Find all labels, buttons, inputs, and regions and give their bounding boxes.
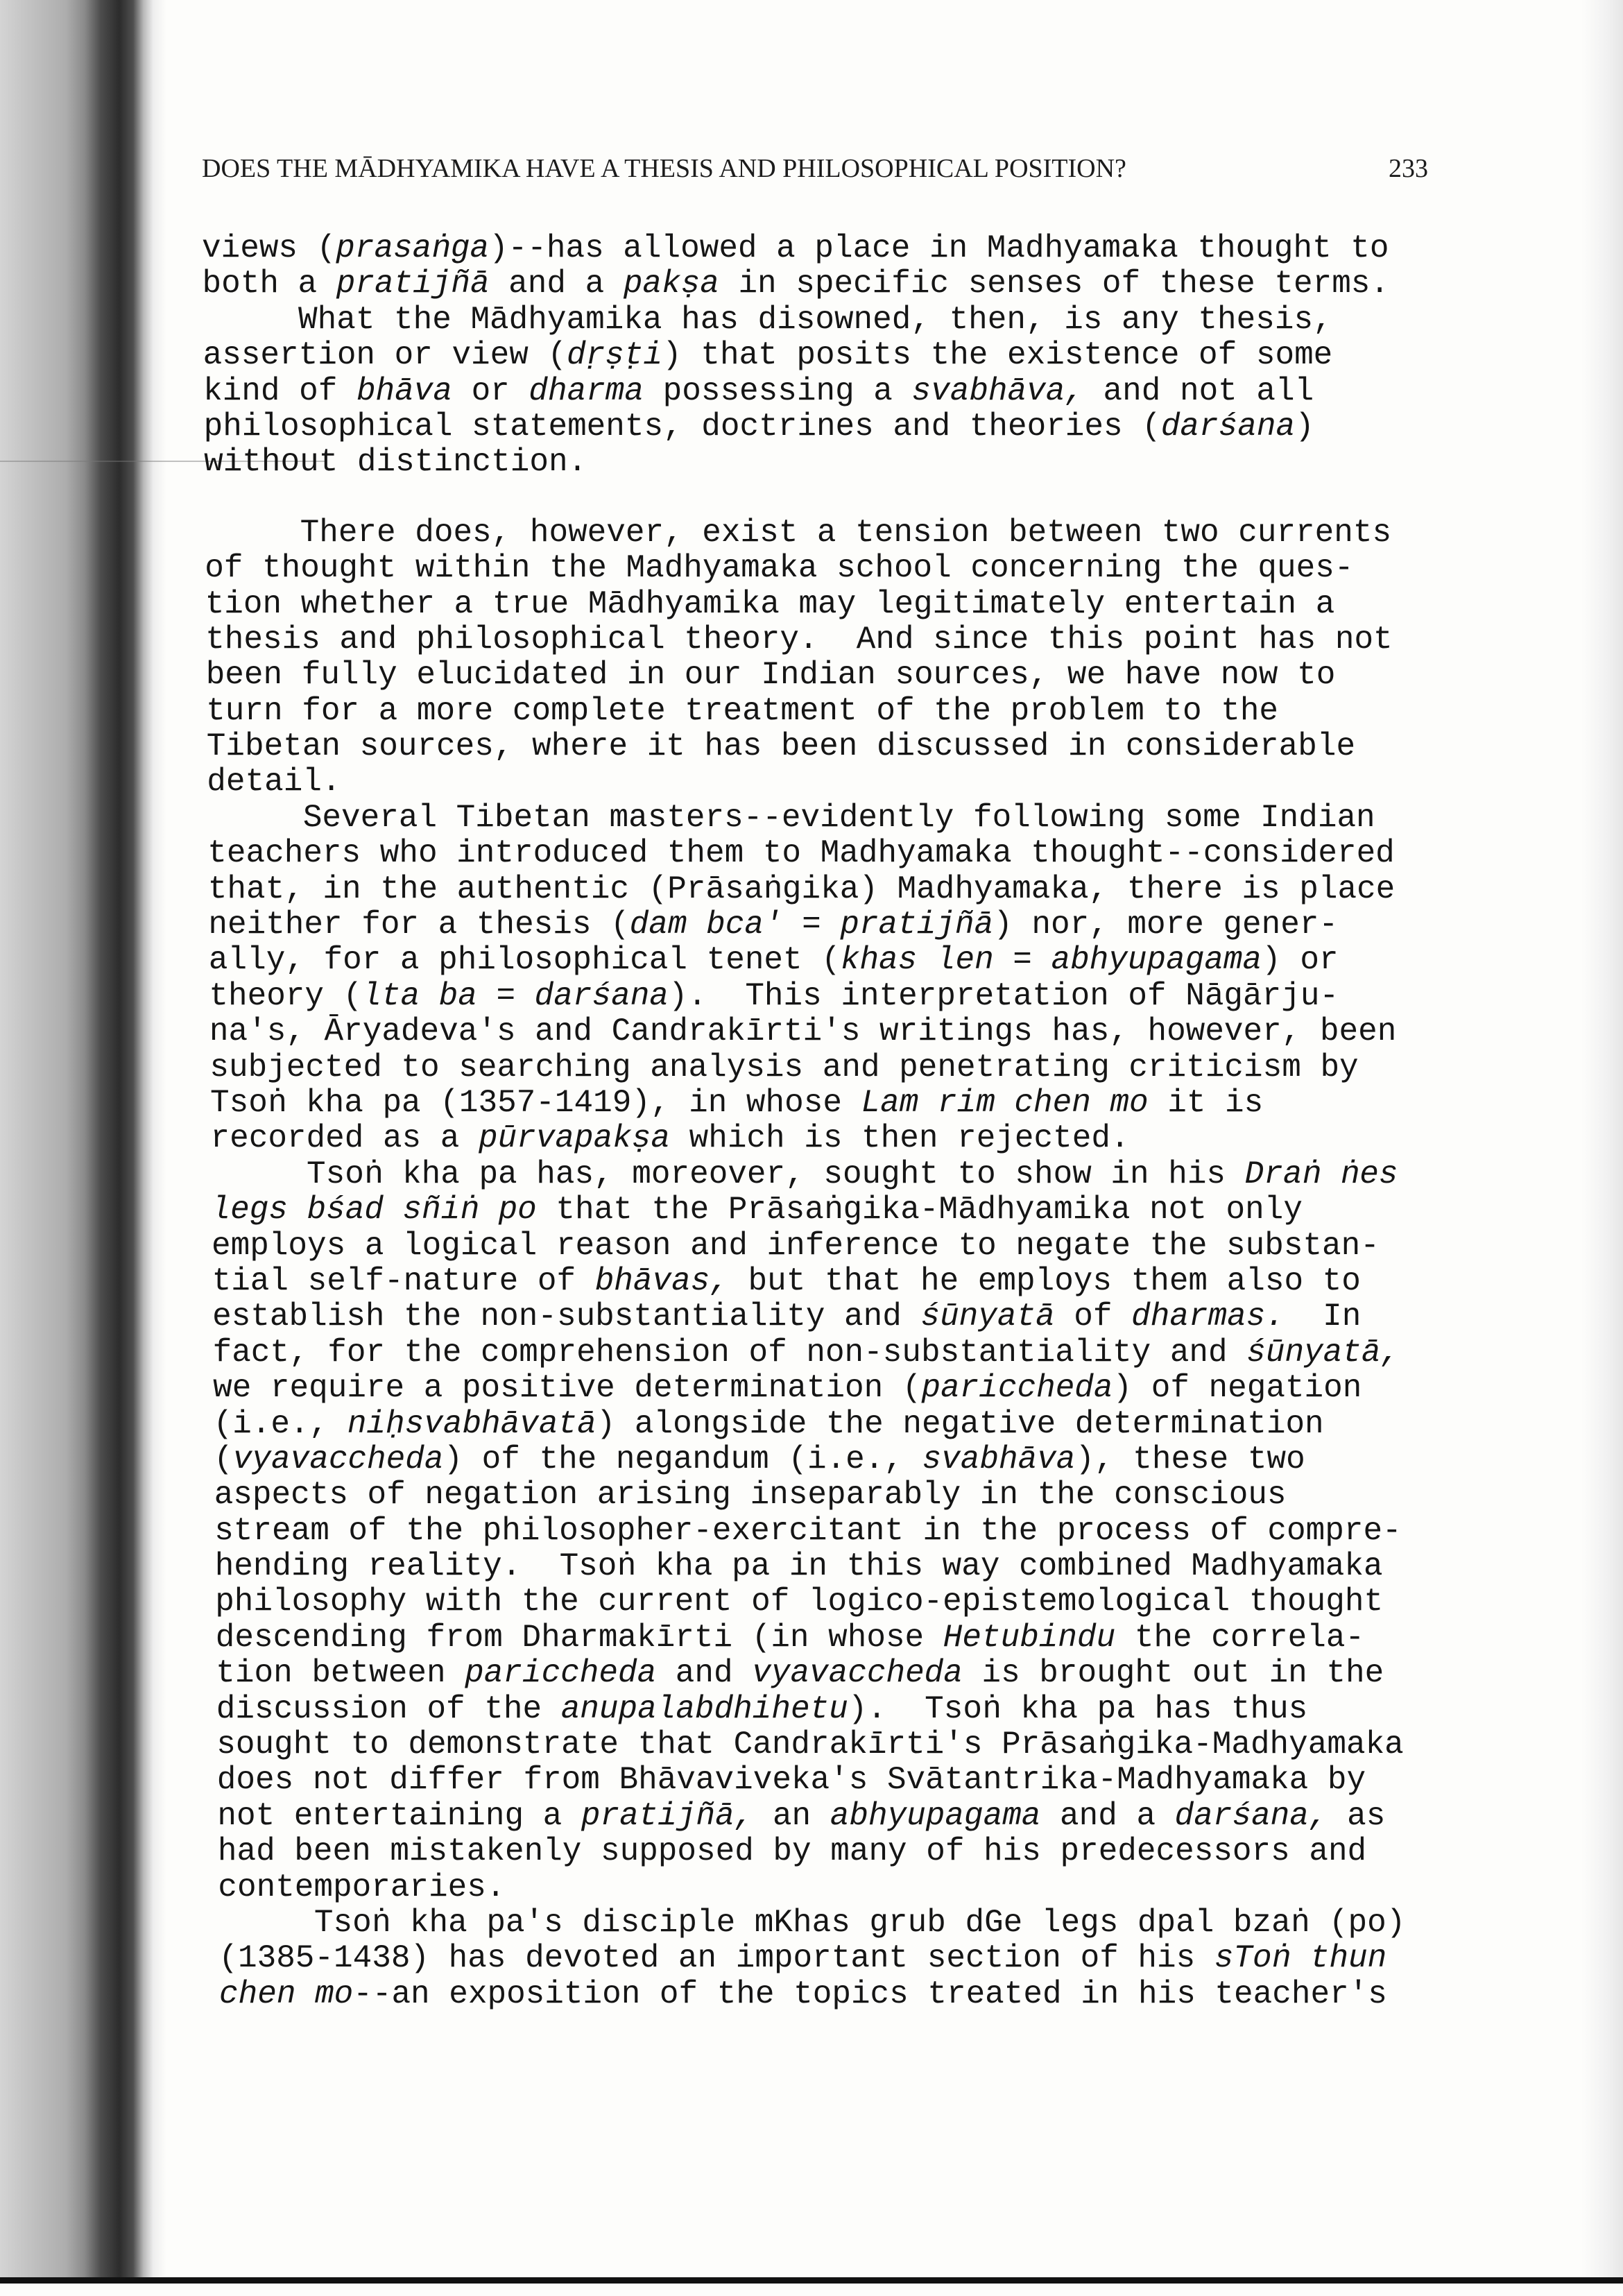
italic-term: dharma <box>529 372 644 409</box>
text-line <box>208 907 1405 943</box>
text-line <box>203 302 1405 338</box>
text-run: ), these two <box>1075 1441 1305 1477</box>
italic-term: dṛṣṭi <box>567 337 663 374</box>
page-edge-right <box>1581 0 1623 2277</box>
text-run: ) that posits the existence of some <box>662 337 1333 374</box>
text-run: had been mistakenly supposed by many of his predecessors and <box>217 1833 1367 1870</box>
text-line <box>207 836 1405 871</box>
text-line <box>219 1977 1405 2012</box>
text-line <box>217 1763 1406 1798</box>
text-run: ) of the negandum (i.e., <box>443 1441 922 1477</box>
binding-shadow <box>0 0 166 2277</box>
text-run: and a <box>1040 1797 1175 1834</box>
text-section <box>202 515 1405 2012</box>
text-run: and a <box>489 266 624 302</box>
text-run: possessing a <box>644 372 912 409</box>
text-line <box>205 587 1406 622</box>
text-run: subjected to searching analysis and penetrating criticism by <box>209 1049 1359 1086</box>
text-run: it is <box>1148 1084 1264 1121</box>
text-run: --an exposition of the topics treated in his teacher's <box>353 1976 1387 2012</box>
text-run: but that he employs them also to <box>728 1262 1361 1299</box>
text-run: the correla- <box>1115 1619 1365 1656</box>
page-number: 233 <box>1389 154 1428 183</box>
italic-term: prasaṅga <box>336 230 490 266</box>
text-line <box>214 1514 1405 1549</box>
text-line <box>211 1157 1405 1192</box>
text-line <box>204 409 1406 445</box>
text-run: of <box>1054 1299 1132 1335</box>
text-run: theory ( <box>209 977 363 1014</box>
italic-term: lta ba = darśana <box>362 977 669 1014</box>
text-run: without distinction. <box>204 444 587 481</box>
italic-term: chen mo <box>219 1976 354 2012</box>
text-line <box>206 658 1406 693</box>
text-line <box>218 1905 1405 1941</box>
text-run: ). This interpretation of Nāgārju- <box>668 977 1339 1014</box>
italic-term: śūnyatā, <box>1246 1334 1400 1371</box>
text-line <box>214 1477 1406 1513</box>
text-line <box>216 1692 1406 1727</box>
text-line <box>214 1442 1405 1477</box>
text-run: assertion or view ( <box>203 337 567 374</box>
italic-term: bhāvas, <box>594 1262 729 1299</box>
italic-term: darśana, <box>1174 1797 1328 1834</box>
italic-term: pratijñā <box>336 266 490 302</box>
text-run: In <box>1284 1299 1362 1335</box>
italic-term: sToṅ thun <box>1214 1940 1387 1977</box>
text-line <box>218 1870 1405 1905</box>
text-run: There does, however, exist a tension between two currents <box>300 514 1392 551</box>
italic-term: vyavaccheda <box>752 1655 963 1692</box>
text-run: Tsoṅ kha pa's disciple mKhas grub dGe legs dpal bzaṅ (po) <box>314 1904 1406 1941</box>
italic-term: pariccheda <box>921 1370 1113 1407</box>
italic-term: Lam rim chen mo <box>861 1084 1149 1121</box>
text-run: or <box>452 372 529 409</box>
text-run: Tibetan sources, where it has been discussed in considerable <box>206 728 1356 765</box>
text-run: (i.e., <box>213 1405 347 1442</box>
text-run: tion whether a true Mādhyamika may legitimately entertain a <box>205 585 1335 622</box>
italic-term: pratijñā, <box>581 1797 754 1834</box>
text-line <box>212 1228 1405 1264</box>
running-head: DOES THE MĀDHYAMIKA HAVE A THESIS AND PHILOSOPHICAL POSITION? <box>202 154 1126 183</box>
italic-term: dam bca' = pratijñā <box>629 907 994 943</box>
text-line <box>206 694 1405 729</box>
italic-term: anupalabdhihetu <box>560 1690 848 1727</box>
paragraph <box>202 302 1405 481</box>
text-run: ). Tsoṅ kha pa has thus <box>848 1690 1308 1727</box>
text-line <box>203 266 1406 302</box>
text-line <box>213 1335 1406 1371</box>
text-run: stream of the philosopher-exercitant in the process of compre- <box>214 1512 1402 1549</box>
italic-term: niḥsvabhāvatā <box>347 1405 596 1442</box>
text-line <box>205 622 1405 658</box>
text-run: ) alongside the negative determination <box>596 1405 1324 1442</box>
text-run: ally, for a philosophical tenet ( <box>208 942 841 979</box>
paragraph <box>202 515 1405 800</box>
text-run: in specific senses of these terms. <box>719 266 1390 302</box>
text-line <box>210 1086 1405 1121</box>
text-run: turn for a more complete treatment of the problem to the <box>206 692 1279 729</box>
text-run: )--has allowed a place in Madhyamaka thought to <box>489 230 1389 266</box>
text-line <box>205 551 1405 586</box>
italic-term: bhāva <box>356 372 452 409</box>
italic-term: darśana <box>1160 408 1296 445</box>
text-run: sought to demonstrate that Candrakīrti's Prāsaṅgika-Madhyamaka <box>216 1727 1404 1763</box>
text-run: not entertaining a <box>217 1797 581 1834</box>
body-text <box>202 231 1405 2012</box>
text-line <box>207 729 1406 764</box>
text-run: descending from Dharmakīrti (in whose <box>215 1619 943 1656</box>
text-run: as <box>1328 1797 1386 1834</box>
text-line <box>209 1014 1405 1050</box>
text-run: which is then rejected. <box>670 1120 1130 1157</box>
text-run: Tsoṅ kha pa (1357-1419), in whose <box>210 1084 861 1121</box>
text-run: What the Mādhyamika has disowned, then, is any thesis, <box>298 301 1332 338</box>
italic-term: svabhāva <box>922 1441 1076 1477</box>
text-run: teachers who introduced them to Madhyamaka thought--considered <box>207 835 1395 872</box>
text-line <box>209 943 1405 978</box>
text-run: ) <box>1295 408 1314 445</box>
italic-term: pūrvapakṣa <box>478 1120 671 1157</box>
text-run: of thought within the Madhyamaka school concerning the ques- <box>205 550 1354 587</box>
text-line <box>216 1656 1405 1691</box>
text-line <box>215 1584 1405 1620</box>
text-line <box>208 872 1406 907</box>
text-line <box>209 1050 1405 1086</box>
text-run: thesis and philosophical theory. And since this point has not <box>205 621 1393 658</box>
text-run: tion between <box>216 1655 465 1692</box>
text-line <box>218 1941 1405 1976</box>
text-run: and not all <box>1083 372 1314 409</box>
italic-term: Draṅ ṅes <box>1244 1156 1398 1192</box>
text-line <box>212 1192 1406 1228</box>
text-run: employs a logical reason and inference to negate the substan- <box>212 1227 1380 1264</box>
text-run: that the Prāsaṅgika-Mādhyamika not only <box>536 1192 1303 1228</box>
text-run: (1385-1438) has devoted an important section of his <box>218 1940 1214 1977</box>
text-run: contemporaries. <box>218 1869 506 1905</box>
paragraph <box>202 231 1405 302</box>
text-run: fact, for the comprehension of non-substantiality and <box>212 1334 1247 1371</box>
text-run: Tsoṅ kha pa has, moreover, sought to show in his <box>307 1156 1245 1192</box>
text-run: detail. <box>207 764 341 800</box>
text-line <box>203 338 1406 373</box>
text-run: been fully elucidated in our Indian sources, we have now to <box>205 657 1336 694</box>
italic-term: legs bśad sñiṅ po <box>211 1192 537 1228</box>
italic-term: dharmas. <box>1131 1299 1285 1335</box>
text-line <box>203 374 1405 409</box>
paragraph <box>202 1157 1405 1905</box>
text-line <box>216 1727 1405 1763</box>
text-run: tial self-nature of <box>212 1262 595 1299</box>
text-run: hending reality. Tsoṅ kha pa in this way combined Madhyamaka <box>214 1548 1383 1585</box>
text-run: ) of negation <box>1113 1370 1362 1407</box>
italic-term: khas len = abhyupagama <box>840 942 1262 979</box>
text-line <box>218 1834 1405 1869</box>
text-section <box>202 231 1405 481</box>
text-run: is brought out in the <box>962 1655 1384 1692</box>
text-run: recorded as a <box>210 1120 479 1157</box>
text-run: philosophical statements, doctrines and theories ( <box>203 408 1161 445</box>
text-run: discussion of the <box>216 1690 561 1727</box>
text-run: we require a positive determination ( <box>213 1370 922 1407</box>
italic-term: pakṣa <box>623 266 719 302</box>
text-run: does not differ from Bhāvaviveka's Svātantrika-Madhyamaka by <box>216 1762 1366 1799</box>
italic-term: pariccheda <box>465 1655 657 1692</box>
paragraph <box>202 800 1405 1157</box>
italic-term: Hetubindu <box>943 1619 1116 1656</box>
text-run: establish the non-substantiality and <box>212 1299 921 1335</box>
italic-term: abhyupagama <box>830 1797 1041 1834</box>
text-line <box>202 231 1405 266</box>
text-run: views ( <box>202 230 336 266</box>
text-run: and <box>656 1655 753 1692</box>
text-line <box>209 979 1405 1014</box>
text-line <box>207 800 1406 836</box>
text-run: philosophy with the current of logico-epistemological thought <box>215 1584 1384 1620</box>
text-line <box>212 1264 1406 1299</box>
text-line <box>215 1549 1406 1584</box>
text-run: both a <box>202 266 336 302</box>
text-line <box>212 1299 1405 1335</box>
text-line <box>213 1371 1405 1406</box>
text-line <box>207 764 1405 800</box>
text-run: neither for a thesis ( <box>208 907 630 943</box>
paragraph <box>202 1905 1405 2012</box>
text-line <box>214 1407 1406 1442</box>
italic-term: vyavaccheda <box>232 1441 444 1477</box>
text-run: that, in the authentic (Prāsaṅgika) Madhyamaka, there is place <box>207 871 1396 907</box>
text-run: aspects of negation arising inseparably in the conscious <box>214 1477 1287 1514</box>
text-line <box>204 445 1405 480</box>
text-run: ( <box>214 1441 233 1477</box>
text-line <box>217 1799 1405 1834</box>
text-line <box>205 515 1406 551</box>
text-line <box>211 1121 1406 1156</box>
text-run: ) or <box>1262 942 1339 979</box>
italic-term: śūnyatā <box>920 1299 1055 1335</box>
italic-term: svabhāva, <box>911 372 1084 409</box>
text-run: kind of <box>203 372 357 409</box>
text-run: ) nor, more gener- <box>993 907 1339 943</box>
text-line <box>216 1620 1406 1656</box>
text-run: an <box>753 1797 830 1834</box>
scan-bottom-edge <box>0 2277 1623 2284</box>
text-run: Several Tibetan masters--evidently following some Indian <box>302 799 1375 836</box>
text-run: na's, Āryadeva's and Candrakīrti's writings has, however, been <box>209 1013 1397 1050</box>
